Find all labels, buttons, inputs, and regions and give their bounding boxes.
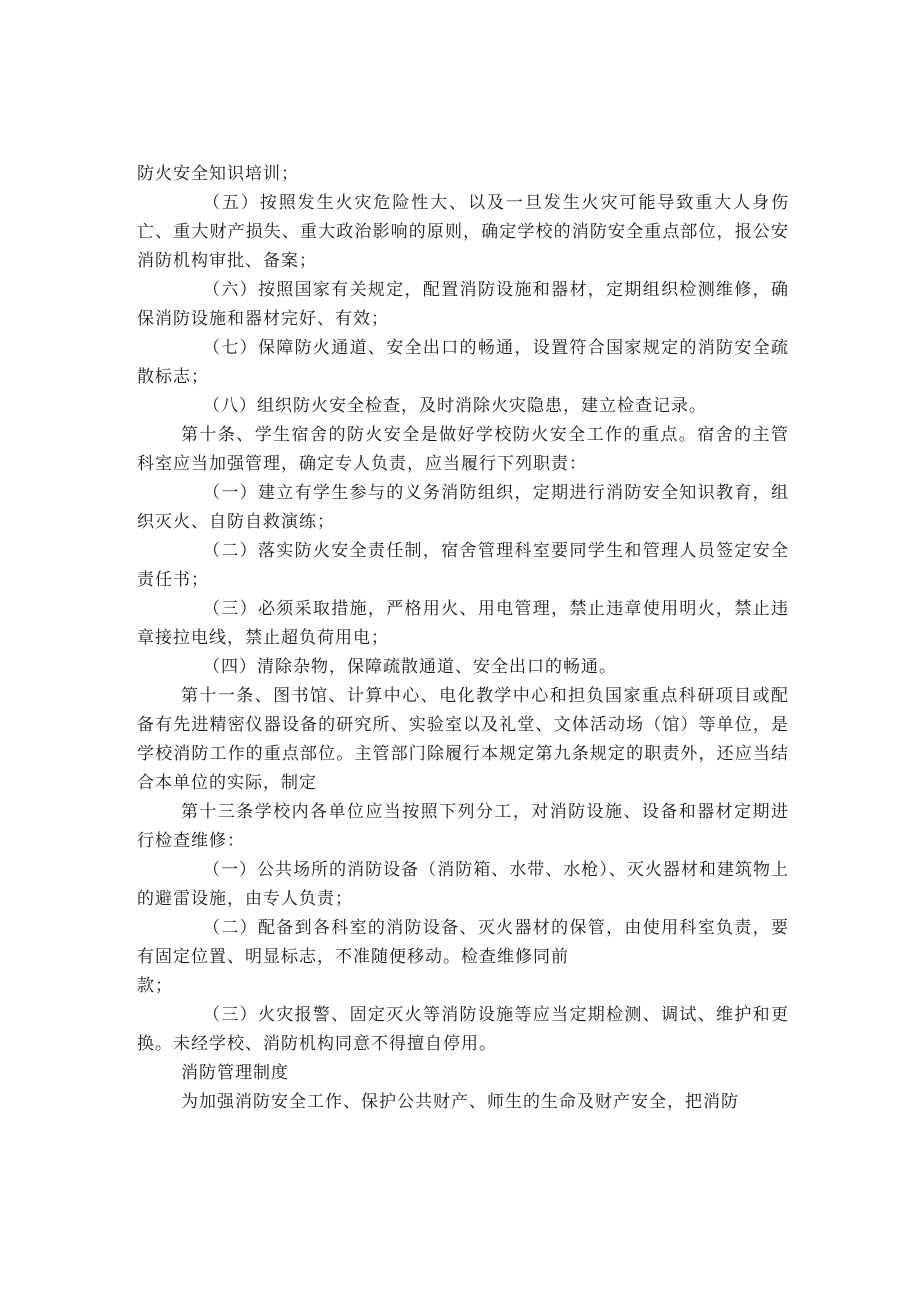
paragraph: （八）组织防火安全检查，及时消除火灾隐患，建立检查记录。 — [203, 396, 707, 416]
paragraph: （二）落实防火安全责任制，宿舍管理科室要同学生和管理人员签定安全责任书； — [137, 541, 789, 590]
paragraph: 款； — [137, 976, 173, 996]
paragraph: 第十条、学生宿舍的防火安全是做好学校防火安全工作的重点。宿舍的主管科室应当加强管理，确定专人负责，应当履行下列职责： — [137, 425, 789, 474]
paragraph: 为加强消防安全工作、保护公共财产、师生的生命及财产安全，把消防 — [181, 1092, 739, 1112]
paragraph: （二）配备到各科室的消防设备、灭火器材的保管，由使用科室负责，要有固定位置、明显标志，不准随便移动。检查维修同前 — [137, 918, 789, 967]
paragraph: （五）按照发生火灾危险性大、以及一旦发生火灾可能导致重大人身伤亡、重大财产损失、重大政治影响的原则，确定学校的消防安全重点部位，报公安消防机构审批、备案； — [137, 193, 789, 271]
paragraph: （三）必须采取措施，严格用火、用电管理，禁止违章使用明火，禁止违章接拉电线，禁止超负荷用电； — [137, 599, 789, 648]
paragraph: （四）清除杂物，保障疏散通道、安全出口的畅通。 — [203, 657, 617, 677]
paragraph: （一）建立有学生参与的义务消防组织，定期进行消防安全知识教育，组织灭火、自防自救演练； — [137, 483, 789, 532]
paragraph: 第十三条学校内各单位应当按照下列分工，对消防设施、设备和器材定期进行检查维修： — [137, 802, 789, 851]
section-title: 消防管理制度 — [181, 1063, 289, 1083]
paragraph: 防火安全知识培训； — [137, 164, 299, 184]
paragraph: 第十一条、图书馆、计算中心、电化教学中心和担负国家重点科研项目或配备有先进精密仪器设备的研究所、实验室以及礼堂、文体活动场（馆）等单位，是学校消防工作的重点部位。主管部门除履行本规定第九条规定的职责外，还应当结合本单位的实际，制定 — [137, 686, 789, 793]
paragraph: （七）保障防火通道、安全出口的畅通，设置符合国家规定的消防安全疏散标志； — [137, 338, 789, 387]
paragraph: （六）按照国家有关规定，配置消防设施和器材，定期组织检测维修，确保消防设施和器材完好、有效； — [137, 280, 789, 329]
document-body — [137, 160, 789, 1117]
paragraph: （三）火灾报警、固定灭火等消防设施等应当定期检测、调试、维护和更换。未经学校、消防机构同意不得擅自停用。 — [137, 1005, 789, 1054]
paragraph: （一）公共场所的消防设备（消防箱、水带、水枪）、灭火器材和建筑物上的避雷设施，由专人负责； — [137, 860, 789, 909]
